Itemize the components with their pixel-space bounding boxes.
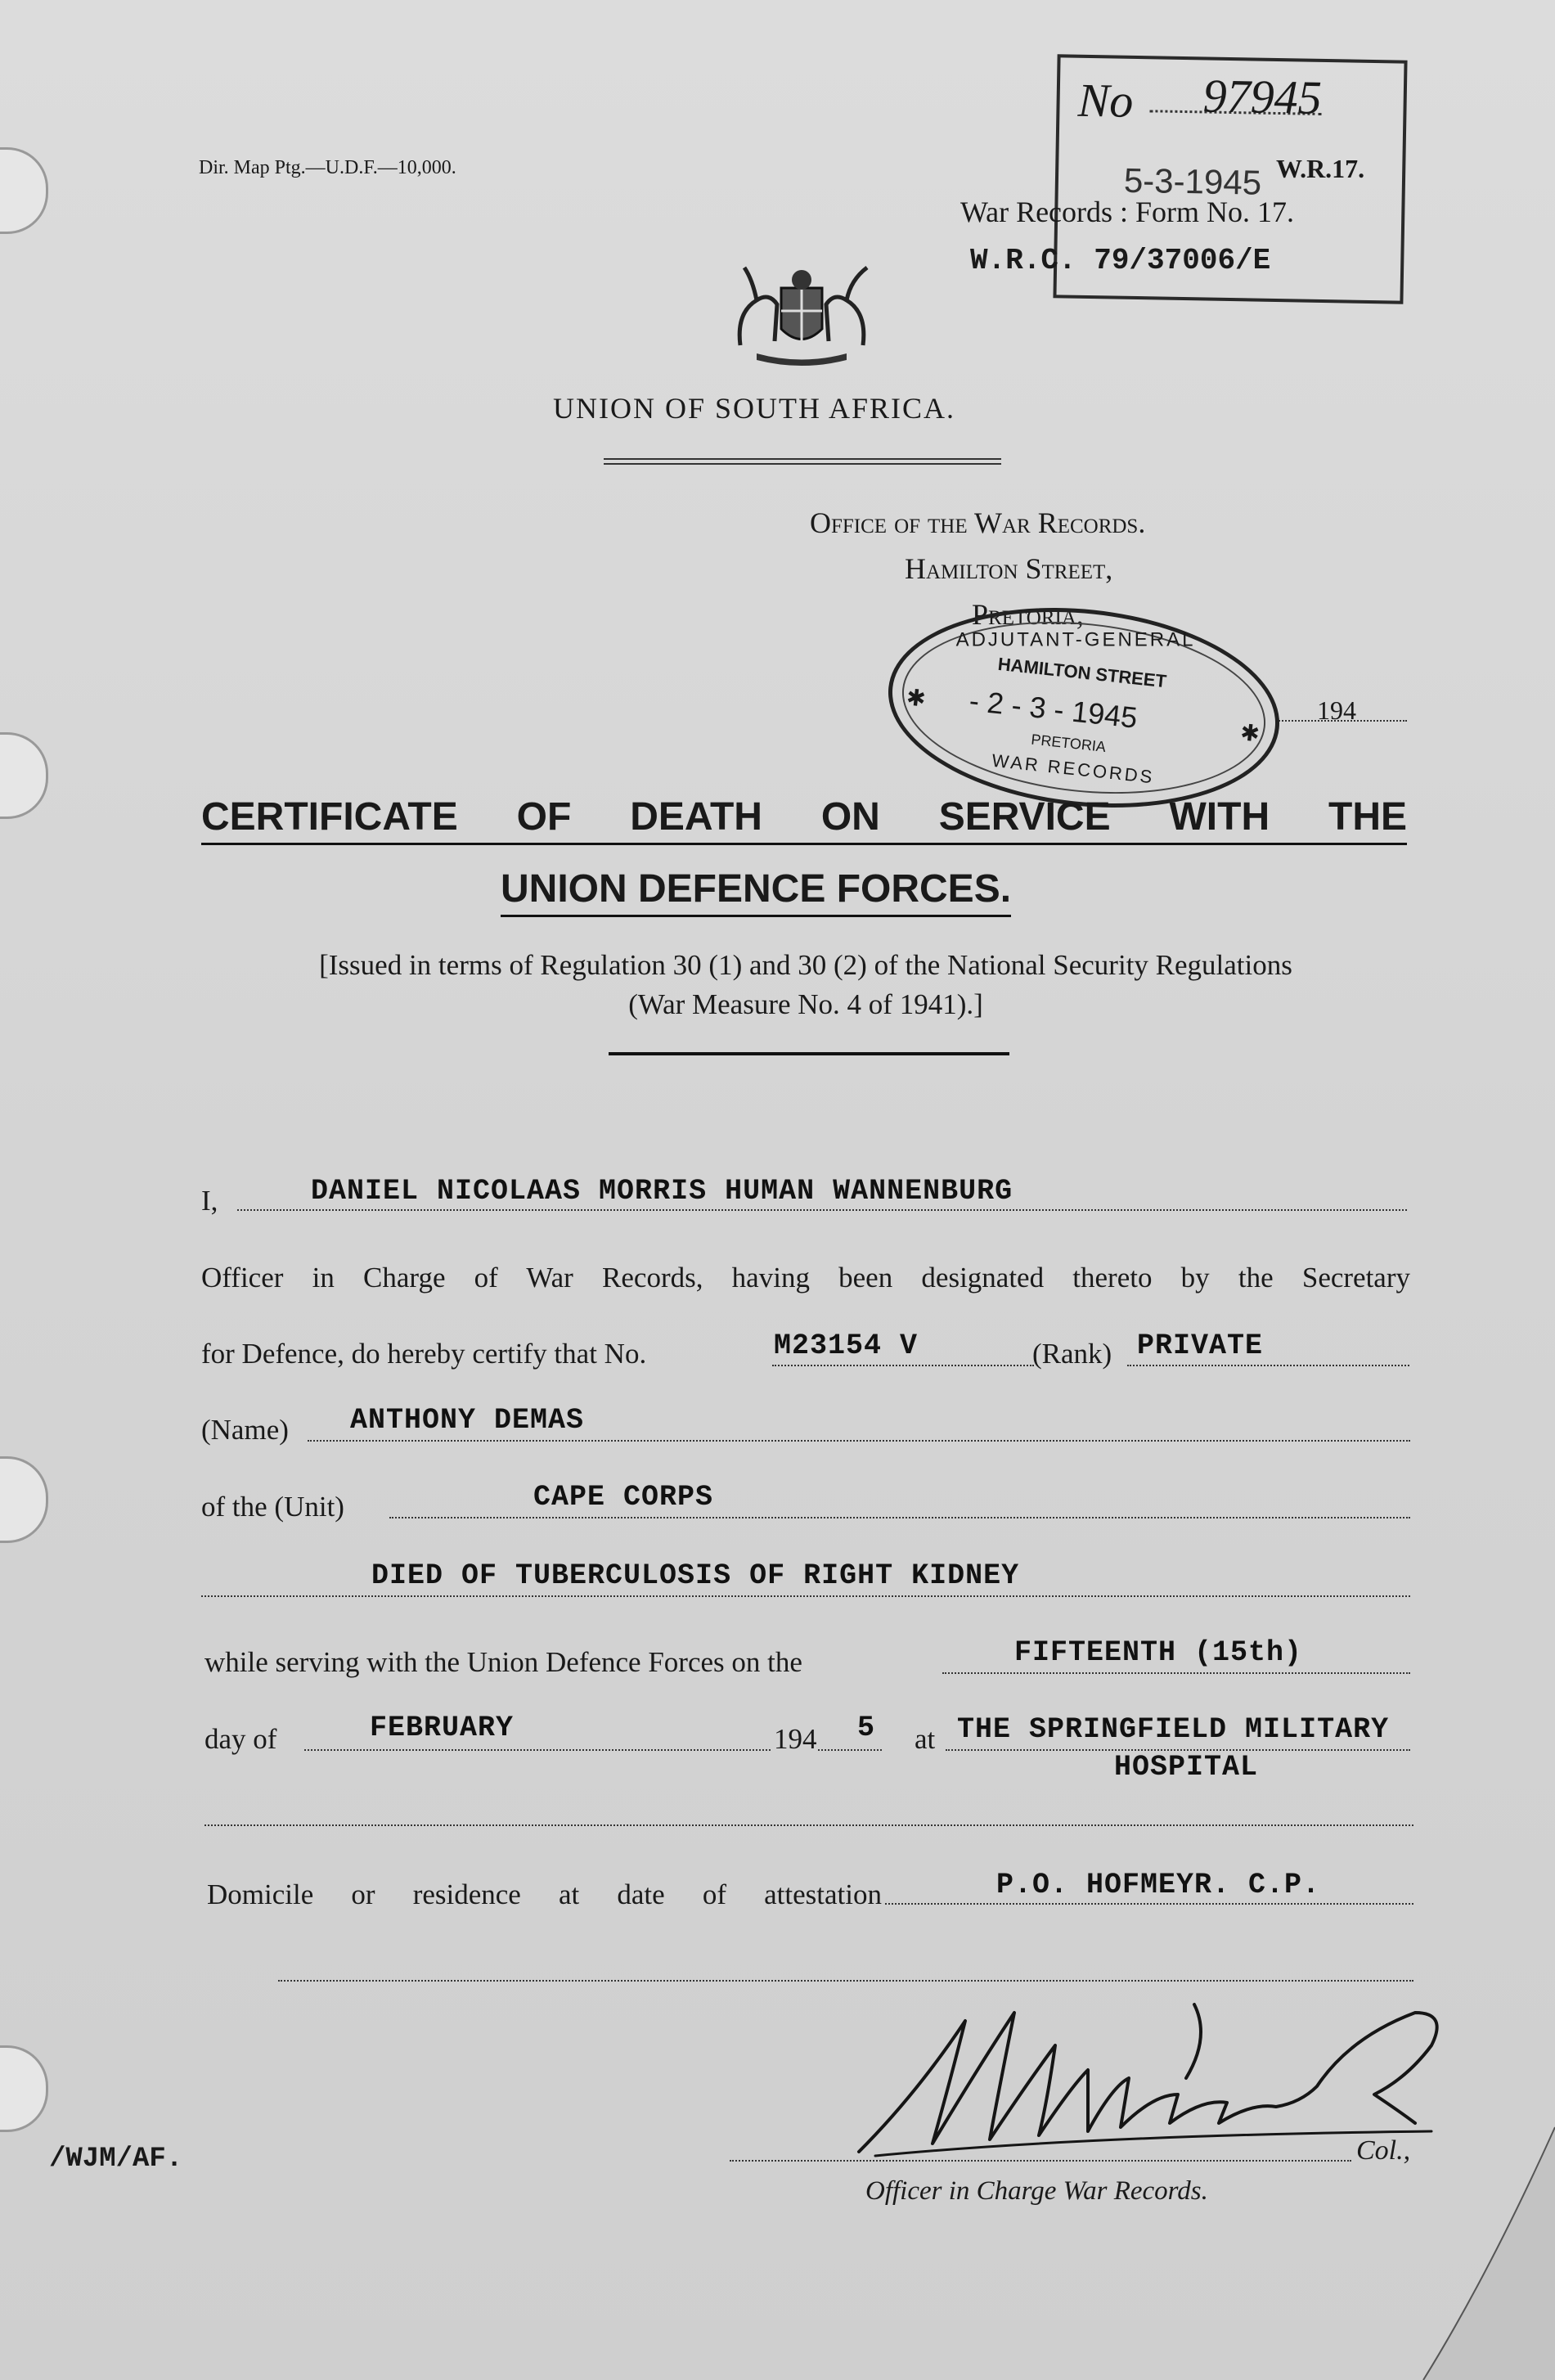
certificate-title-line2: UNION DEFENCE FORCES. [501,864,1011,917]
domicile-line [885,1903,1413,1905]
certificate-title-line1: CERTIFICATE OF DEATH ON SERVICE WITH THE [201,792,1407,845]
domicile-value: P.O. HOFMEYR. C.P. [996,1869,1321,1901]
certify-text: for Defence, do hereby certify that No. [201,1338,647,1370]
star-icon: ✱ [905,684,928,712]
rank-value: PRIVATE [1137,1329,1264,1362]
issued-line2: (War Measure No. 4 of 1941).] [628,988,983,1020]
adjutant-general-stamp [879,590,1289,826]
unit-value: CAPE CORPS [533,1481,714,1514]
office-line3: Pretoria, [972,598,1084,631]
stamp-city: PRETORIA [1030,731,1107,756]
service-number: M23154 V [774,1329,919,1362]
punch-hole [0,732,48,819]
issued-divider [609,1052,1009,1055]
year-digit: 5 [857,1712,876,1744]
i-label: I, [201,1185,218,1217]
at-label: at [915,1723,936,1755]
punch-hole [0,147,48,234]
name-line [308,1440,1410,1442]
month-line [304,1749,771,1751]
unit-line [389,1517,1410,1518]
page-corner-fold [1374,2111,1555,2380]
stamp-street: HAMILTON STREET [996,653,1168,692]
rank-label: (Rank) [1032,1338,1112,1370]
stamp-no-label: No [1077,73,1134,128]
day-value: FIFTEENTH (15th) [1014,1636,1303,1669]
service-no-line [772,1365,1034,1366]
day-of-label: day of [204,1723,277,1755]
designation-text: Officer in Charge of War Records, having been designated thereto by the Secretary [201,1262,1410,1293]
signature-line [730,2160,1351,2162]
typist-reference: /WJM/AF. [49,2144,183,2175]
star-icon: ✱ [1238,719,1261,747]
day-line [942,1672,1410,1674]
form-code: W.R.17. [1276,154,1365,183]
cause-line [201,1595,1410,1597]
office-line1: Office of the War Records. [810,506,1146,539]
year-line [818,1749,882,1751]
country-divider [604,458,1001,465]
punch-hole [0,1456,48,1543]
form-title: War Records : Form No. 17. [960,196,1295,228]
place-line2: HOSPITAL [1114,1751,1259,1784]
name-label: (Name) [201,1414,289,1446]
punch-hole [0,2045,48,2132]
cause-of-death: DIED OF TUBERCULOSIS OF RIGHT KIDNEY [371,1559,1020,1592]
stamp-date: 5-3-1945 [1123,160,1262,202]
stamp-round-date: - 2 - 3 - 1945 [968,683,1139,735]
serving-text: while serving with the Union Defence Forces on the [204,1646,802,1678]
signature-caption: Officer in Charge War Records. [865,2176,1208,2206]
stamp-no-value: 97945 [1202,69,1323,124]
stamp-top-text: ADJUTANT-GENERAL [955,628,1196,651]
place-line1: THE SPRINGFIELD MILITARY [957,1713,1390,1746]
year-prefix: 194 [774,1723,817,1755]
stamp-bottom-text: WAR RECORDS [991,749,1156,788]
office-line2: Hamilton Street, [905,552,1113,585]
wrc-reference: W.R.C. 79/37006/E [970,244,1271,277]
place-extra-line [204,1824,1413,1826]
unit-label: of the (Unit) [201,1491,344,1523]
month-value: FEBRUARY [370,1712,515,1744]
country-name: UNION OF SOUTH AFRICA. [553,392,956,425]
officer-name-line [237,1209,1407,1211]
rank-line [1127,1365,1409,1366]
coat-of-arms-icon [724,263,879,366]
print-reference: Dir. Map Ptg.—U.D.F.—10,000. [199,157,456,178]
office-year: 194 [1317,695,1356,725]
domicile-extra-line [278,1980,1413,1982]
officer-name: DANIEL NICOLAAS MORRIS HUMAN WANNENBURG [311,1175,1013,1208]
domicile-label: Domicile or residence at date of attestation [207,1878,882,1910]
deceased-name: ANTHONY DEMAS [350,1404,585,1437]
signature-rank: Col., [1356,2135,1411,2166]
issued-line1: [Issued in terms of Regulation 30 (1) and 30 (2) of the National Security Regulations [319,949,1292,981]
